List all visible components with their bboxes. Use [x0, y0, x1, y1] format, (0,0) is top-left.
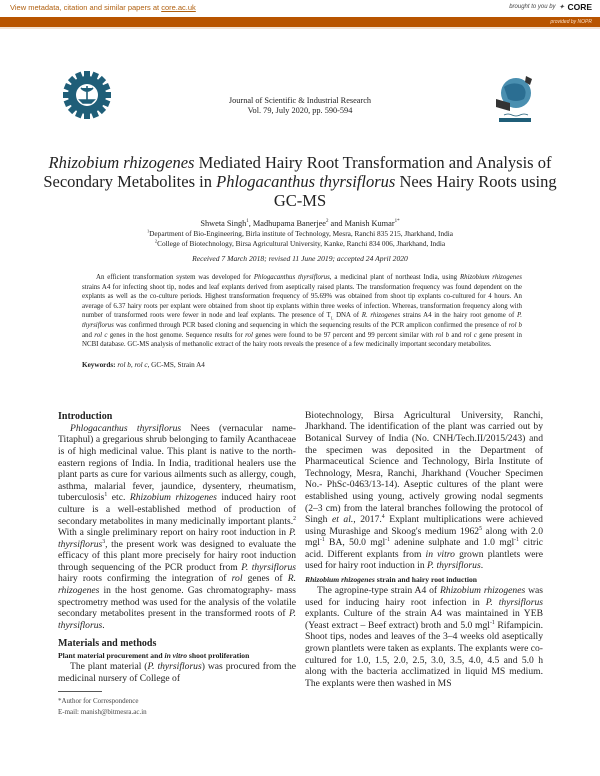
metadata-text [10, 3, 196, 12]
text-run: BA, 50.0 mgl [324, 537, 386, 549]
text-run: Rhizobium rhizogenes [439, 585, 526, 597]
text-run: 4 [381, 513, 385, 520]
text-run: Phlogacanthus thyrsiflorus [216, 172, 396, 191]
text-run: . [480, 560, 484, 572]
text-run: genes of [242, 573, 288, 585]
journal-name: Journal of Scientific & Industrial Research [228, 96, 372, 105]
text-run: P. thyrsiflorus [241, 561, 297, 573]
right-column [305, 410, 543, 690]
journal-info [150, 96, 450, 116]
core-link[interactable]: core.ac.uk [161, 3, 196, 12]
text-run: citric acid. Different explants from [305, 537, 543, 560]
text-run: rol c [94, 331, 108, 339]
text-run: 1 [104, 492, 108, 499]
text-run: Department of Bio-Engineering, Birla institute of Technology, Mesra, Ranchi 835 215, Jharkhand, India [149, 229, 454, 238]
text-run: Nees (vernacular name-Titaphul) a gregarious shrub belonging to family Acanthaceae is of high medicinal value. This plant is native to the north-eastern regions of India. In India, traditional healers use the plant parts as cure for various ailments such as allergy, cough, asthma, malarial fever, jaundice, dysentery, rheumatism, tuberculosis [58, 422, 296, 504]
article-body [40, 153, 560, 738]
text-run: Rhizobium rhizogenes [459, 274, 522, 281]
text-run: With a single preliminary report on hairy root induction in [58, 527, 289, 539]
keywords-label: Keywords: [82, 360, 116, 369]
plant-material-subheading [58, 650, 296, 661]
text-run: , GC-MS, Strain A4 [147, 360, 205, 369]
text-run: 5 [479, 525, 482, 532]
text-run: DNA of [333, 312, 362, 320]
text-run: adenine sulphate and 1.0 mgl [389, 537, 515, 549]
text-run: Rhizobium rhizogenes [129, 492, 217, 504]
text-run: The agropine-type strain A4 of [317, 585, 440, 597]
text-run: was used for inducing hairy root infection in [305, 585, 544, 608]
csir-logo-icon [62, 70, 112, 120]
strain-subheading [305, 574, 543, 585]
text-run: hairy roots confirming the integration of [58, 573, 232, 585]
left-column [58, 410, 296, 718]
text-run: Mediated Hairy Root Transformation and Analysis of Secondary Metabolites in [43, 153, 552, 191]
text-run: , the present work was designed to evaluate the efficacy of this plant more precisely for hairy root induction through sequencing of the PCR product from [58, 538, 296, 573]
text-run: , a medicinal plant of northeast India, using [329, 274, 460, 281]
text-run: Plant material procurement and [58, 651, 165, 661]
journal-volume: Vol. 79, July 2020, pp. 590-594 [247, 106, 353, 115]
plant-material-paragraph [305, 410, 543, 572]
text-run: rol c [134, 360, 148, 369]
text-run: The plant material ( [70, 661, 148, 673]
text-run: -1 [319, 537, 325, 544]
text-run: Explant multiplications were achieved using Murashige and Skoog's medium 1962 [305, 514, 543, 537]
niscair-logo-icon [490, 73, 540, 123]
text-run: rol c [463, 331, 477, 339]
text-run: Rifampicin. Shoot tips, nodes and leaves of the 3–4 weeks old aseptically grown plantlets were taken as explants. The explants were co-cultured for 1.0, 1.5, 2.0, 2.5, 3.0, 3.5, 4.0, 4.5 and 5.0 h along with the bacteria acclimatized in liquid MS medium. The explants were then washed in MS [305, 619, 543, 689]
text-run: , [130, 360, 135, 369]
text-run: -1 [489, 619, 495, 626]
text-run: strain and hairy root induction [374, 575, 478, 585]
text-run: College of Biotechnology, Birsa Agricultural University, Kanke, Ranchi 834 006, Jharkhand, India [157, 239, 446, 248]
text-run: P. thyrsiflorus [58, 527, 296, 550]
text-run: Shweta Singh [200, 219, 247, 228]
text-run: 2 [293, 515, 296, 522]
text-run: 3 [102, 538, 106, 545]
core-label: CORE [567, 2, 592, 12]
introduction-heading: Introduction [58, 410, 113, 422]
core-banner [0, 0, 600, 17]
core-logo-icon: ✦ [558, 4, 565, 11]
text-run: Rhizobium rhizogenes [48, 153, 195, 172]
correspondence-note: *Author for Correspondence [58, 696, 139, 705]
text-run: Phlogacanthus thyrsiflorus [253, 274, 330, 281]
abstract [82, 273, 522, 350]
text-run: R. rhizogenes [58, 573, 296, 597]
text-run: in vitro [164, 651, 188, 661]
text-run: 2 [154, 238, 158, 244]
text-run: genes were found to be 97 percent and 99 percent similar with [252, 331, 436, 339]
text-run: strains A4 in the hairy root genome of [400, 312, 517, 320]
text-run: gene present in NCBI database. GC-MS analysis of methanolic extract of the hairy roots reveals the presence of a few medicinally important secondary metabolites. [82, 331, 522, 349]
text-run: was confirmed through PCR based cloning and sequencing in which the sequencing results of the PCR amplicon confirmed the presence of [113, 321, 509, 329]
text-run: and [82, 331, 95, 339]
text-run: . [102, 619, 105, 631]
text-run: -1 [514, 537, 519, 544]
text-run: Phlogacanthus thyrsiflorus [70, 422, 182, 434]
keywords-list [116, 361, 205, 369]
divider [0, 27, 600, 29]
text-run: ) was procured from the medicinal nursery of College of [58, 661, 297, 685]
brought-by[interactable] [509, 2, 592, 12]
text-run: L [330, 315, 334, 321]
text-run: 2 [325, 219, 329, 225]
text-run: genes in the host genome. Sequence results for [107, 331, 246, 339]
text-run: and [449, 331, 464, 339]
methods-heading: Materials and methods [58, 638, 157, 650]
brought-by-label: brought to you by [509, 4, 556, 10]
text-run: P. thyrsiflorus [427, 560, 481, 572]
authors [40, 218, 560, 229]
text-run: rol [231, 573, 243, 585]
affiliation-1 [40, 229, 560, 239]
text-run: etc. [107, 492, 130, 504]
keywords [82, 360, 560, 370]
metadata-prefix: View metadata, citation and similar papers at [10, 3, 162, 12]
text-run: in the host genome. Gas chromatography- mass spectrometry method was used for the analysis of the volatile secondary metabolites present in the transformed roots of [58, 585, 296, 620]
methods-paragraph [58, 661, 296, 684]
text-run: induced hairy root culture is a well-established method of production of secondary metabolites in many medicinally important plants. [58, 492, 296, 527]
text-run: rol b [117, 360, 131, 369]
footnote-divider [58, 691, 102, 692]
text-run: shoot proliferation [187, 651, 250, 661]
text-run: explants. Culture of the strain A4 was maintained in YEB (Yeast extract – Beef extract) broth and 5.0 mgl [305, 608, 543, 631]
text-run: -1 [385, 537, 390, 544]
text-run: P. thyrsiflorus [58, 608, 296, 631]
text-run: grown plantlets were used for hairy root induction in [305, 548, 544, 572]
text-run: rol [245, 331, 253, 339]
introduction-paragraph [58, 423, 296, 632]
affiliation-2 [40, 239, 560, 249]
provided-by[interactable]: provided by NOPR [550, 19, 592, 25]
hairy-root-paragraph [305, 585, 543, 689]
paper-title [40, 153, 560, 210]
text-run: Nees Hairy Roots using GC-MS [273, 172, 557, 210]
text-run: in vitro [425, 548, 455, 560]
text-run: An efficient transformation system was developed for [96, 274, 254, 281]
text-run: rol b [435, 331, 450, 339]
received-dates: Received 7 March 2018; revised 11 June 2019; accepted 24 April 2020 [192, 254, 408, 263]
text-run: , 2017. [353, 514, 382, 526]
author-email[interactable]: E-mail: manish@bitmesra.ac.in [58, 707, 147, 716]
text-run: along with 2.0 mgl [305, 525, 544, 549]
text-run: 1* [394, 219, 400, 225]
text-run: , Madhupama Banerjee [248, 219, 326, 228]
text-run: P. thyrsiflorus [485, 596, 543, 608]
text-run: Biotechnology, Birsa Agricultural University, Ranchi, Jharkhand. The identification of the plant was carried out by Botanical Survey of India (No. CNH/Tech.II/2015/243) and the specimen was deposited in the Department of Pharmaceutical Science and Technology, Birla Institute of Technology, Mesra, Ranchi, Jharkhand (Voucher Specimen No.- PhSc-0463/13-14). Aseptic cultures of the plant were established using young, actively growing nodal segments (2–3 cm) from the lateral branches following the protocol of Singh [305, 409, 543, 526]
body-columns [58, 410, 560, 718]
text-run: 1 [146, 228, 150, 234]
text-run: R. rhizogenes [361, 312, 401, 320]
text-run: P. thyrsiflorus [147, 661, 202, 673]
text-run: strains A4 for infecting shoot tip, nodes and leaf explants derived from aseptically raised plants. The transformation frequency was found dependent on the explants as well as the co-culture periods. Highest transformation frequency of 95.69% was obtained from shoot tip explants co-cultured for 4 hours. An average of 6.37 hairy roots per explant were obtained from shoot tip explants within three weeks of infection. Whereas, transformation frequency along with number of transformed roots were fewer in node and leaf explants. The presence of T [82, 283, 522, 320]
text-run: P. thyrsiflorus [82, 312, 522, 329]
provider-bar [0, 17, 600, 27]
text-run: 1 [246, 219, 249, 225]
text-run: Rhizobium rhizogenes [305, 575, 375, 585]
text-run: rol b [508, 321, 522, 329]
text-run: et al. [331, 514, 354, 526]
text-run: and Manish Kumar [328, 219, 395, 228]
